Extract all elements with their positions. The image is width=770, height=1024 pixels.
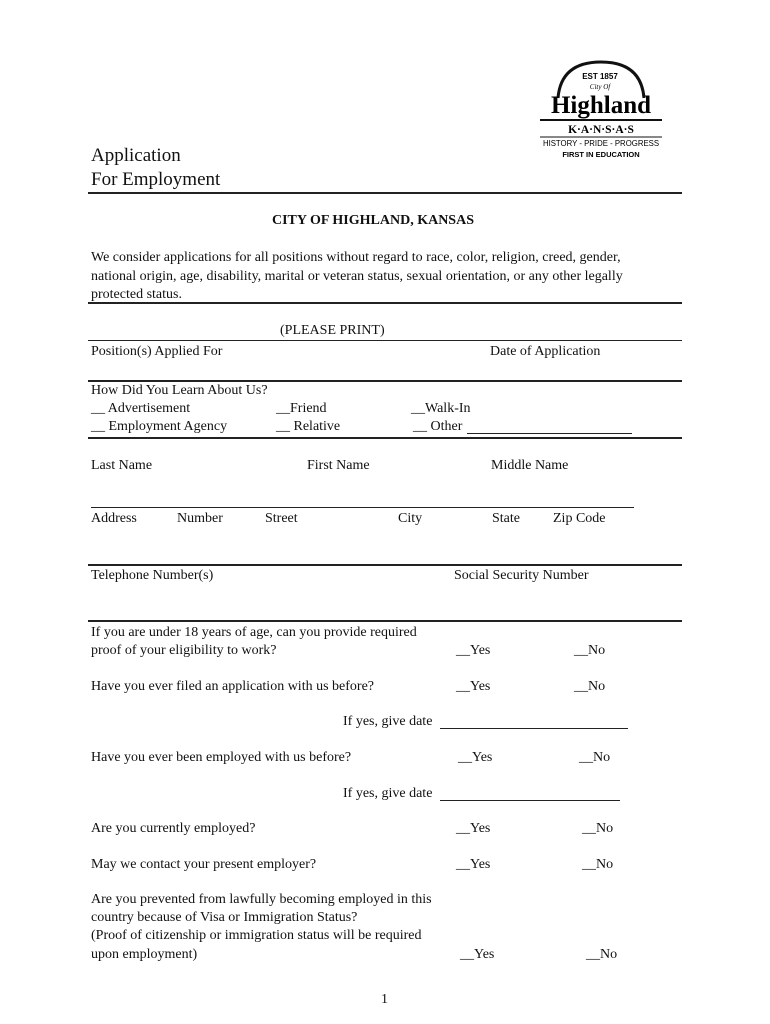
logo-city-of-text: City Of	[589, 83, 611, 91]
logo-motto-text: HISTORY - PRIDE - PROGRESS	[542, 139, 660, 148]
print-divider	[88, 340, 682, 341]
employed-date-blank[interactable]	[440, 800, 620, 801]
contact-employer-question: May we contact your present employer?	[91, 857, 317, 872]
middle-name-label: Middle Name	[491, 458, 569, 473]
visa-question-line4: upon employment)	[91, 947, 198, 962]
under18-question-line1: If you are under 18 years of age, can you provide required	[91, 625, 417, 640]
currently-employed-no[interactable]: __No	[582, 821, 614, 836]
telephone-divider	[88, 620, 682, 622]
address-line[interactable]	[91, 507, 634, 508]
state-label: State	[492, 511, 520, 526]
city-label: City	[398, 511, 423, 526]
under18-question-line2: proof of your eligibility to work?	[91, 643, 277, 658]
title-divider	[88, 192, 682, 194]
other-blank[interactable]	[467, 433, 632, 434]
learn-question: How Did You Learn About Us?	[91, 383, 268, 398]
filed-before-question: Have you ever filed an application with us before?	[91, 679, 375, 694]
filed-date-label: If yes, give date	[343, 714, 433, 729]
positions-applied-label: Position(s) Applied For	[91, 344, 223, 359]
address-divider	[88, 564, 682, 566]
employed-date-label: If yes, give date	[343, 786, 433, 801]
option-relative[interactable]: __ Relative	[276, 419, 341, 434]
city-heading: CITY OF HIGHLAND, KANSAS	[272, 213, 474, 228]
address-label: Address	[91, 511, 137, 526]
last-name-label: Last Name	[91, 458, 153, 473]
page-number: 1	[381, 992, 388, 1007]
learn-divider	[88, 437, 682, 439]
visa-question-line2: country because of Visa or Immigration Status?	[91, 910, 358, 925]
under18-yes[interactable]: __Yes	[456, 643, 491, 658]
visa-yes[interactable]: __Yes	[460, 947, 495, 962]
visa-question-line3: (Proof of citizenship or immigration status will be required	[91, 928, 422, 943]
contact-employer-no[interactable]: __No	[582, 857, 614, 872]
employed-before-question: Have you ever been employed with us before?	[91, 750, 352, 765]
visa-no[interactable]: __No	[586, 947, 618, 962]
option-employment-agency[interactable]: __ Employment Agency	[91, 419, 228, 434]
filed-before-no[interactable]: __No	[574, 679, 606, 694]
positions-divider	[88, 380, 682, 382]
currently-employed-question: Are you currently employed?	[91, 821, 256, 836]
logo-state-text: K·A·N·S·A·S	[568, 124, 634, 136]
logo-est-text: EST 1857	[582, 72, 618, 81]
policy-line1: We consider applications for all positions without regard to race, color, religion, creed, gender,	[91, 250, 621, 265]
please-print-label: (PLEASE PRINT)	[280, 323, 385, 338]
first-name-label: First Name	[307, 458, 370, 473]
logo-name-text: Highland	[550, 92, 652, 119]
city-of-highland-logo	[536, 58, 666, 162]
date-of-application-label: Date of Application	[490, 344, 601, 359]
telephone-label: Telephone Number(s)	[91, 568, 214, 583]
option-friend[interactable]: __Friend	[276, 401, 327, 416]
employed-before-no[interactable]: __No	[579, 750, 611, 765]
option-other[interactable]: __ Other	[413, 419, 463, 434]
logo-tagline-text: FIRST IN EDUCATION	[562, 150, 640, 159]
policy-line3: protected status.	[91, 287, 182, 302]
visa-question-line1: Are you prevented from lawfully becoming employed in this	[91, 892, 432, 907]
form-title-line2: For Employment	[91, 169, 221, 190]
option-advertisement[interactable]: __ Advertisement	[91, 401, 191, 416]
contact-employer-yes[interactable]: __Yes	[456, 857, 491, 872]
option-walk-in[interactable]: __Walk-In	[411, 401, 471, 416]
number-label: Number	[177, 511, 223, 526]
under18-no[interactable]: __No	[574, 643, 606, 658]
street-label: Street	[265, 511, 298, 526]
employed-before-yes[interactable]: __Yes	[458, 750, 493, 765]
filed-date-blank[interactable]	[440, 728, 628, 729]
zip-code-label: Zip Code	[553, 511, 606, 526]
policy-divider	[88, 302, 682, 304]
form-title-line1: Application	[91, 145, 181, 166]
filed-before-yes[interactable]: __Yes	[456, 679, 491, 694]
policy-line2: national origin, age, disability, marital or veteran status, sexual orientation, or any other legally	[91, 269, 623, 284]
ssn-label: Social Security Number	[454, 568, 589, 583]
currently-employed-yes[interactable]: __Yes	[456, 821, 491, 836]
